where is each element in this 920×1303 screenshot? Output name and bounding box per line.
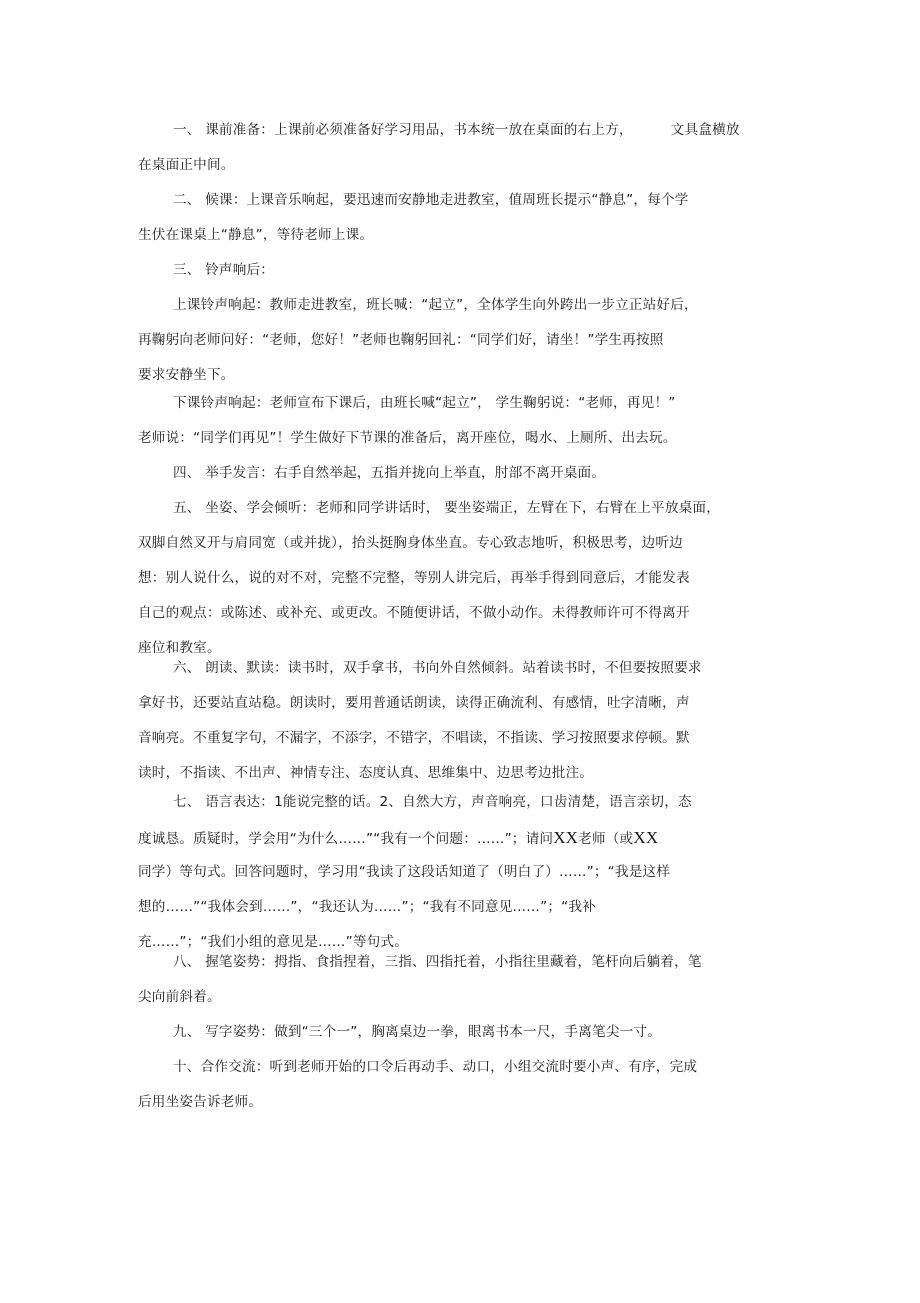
text-line: 生伏在课桌上“静息”，等待老师上课。 (138, 227, 374, 243)
text-line: 拿好书，还要站直站稳。朗读时，要用普通话朗读，读得正确流利、有感情，吐字清晰，声 (138, 695, 690, 711)
text-line: 充……”；“我们小组的意见是……”等句式。 (138, 934, 409, 950)
paragraph-raise-hand (138, 456, 778, 491)
paragraph-sitting-listening (138, 491, 778, 666)
text-line: 九、 写字姿势：做到“三个一”，胸离桌边一拳，眼离书本一尺，手离笔尖一寸。 (173, 1024, 661, 1040)
paragraph-class-end-bell (138, 386, 778, 456)
text-line: 三、 铃声响后： (173, 262, 275, 278)
text-line: 要求安静坐下。 (138, 367, 235, 383)
text-line: 上课铃声响起：教师走进教室，班长喊：“起立”，全体学生向外跨出一步立正站好后， (173, 297, 698, 313)
text-run: XX (633, 828, 659, 847)
text-line: 十、合作交流：听到老师开始的口令后再动手、动口，小组交流时要小声、有序，完成 (173, 1059, 698, 1075)
text-run: 一、 课前准备：上课前必须准备好学习用品，书本统一放在桌面的右上方， (173, 122, 633, 138)
text-run: 老师（或 (578, 831, 634, 847)
text-line: 同学）等句式。回答问题时，学习用“我读了这段话知道了（明白了）……”；“我是这样 (138, 864, 671, 880)
text-line: 六、 朗读、默读：读书时，双手拿书，书向外自然倾斜。站着读书时，不但要按照要求 (173, 660, 702, 676)
paragraph-class-start-bell (138, 288, 778, 393)
text-line: 尖向前斜着。 (138, 989, 221, 1005)
paragraph-cooperation (138, 1050, 778, 1120)
text-line: 五、 坐姿、学会倾听：老师和同学讲话时， 要坐姿端正，左臂在下，右臂在上平放桌面， (173, 500, 720, 516)
paragraph-language-expression (138, 785, 778, 960)
text-line: 下课铃声响起：老师宣布下课后，由班长喊“起立”， 学生鞠躬说：“老师，再见！” (173, 395, 676, 411)
paragraph-pen-grip (138, 945, 778, 1015)
paragraph-reading (138, 651, 778, 791)
text-line (138, 820, 778, 855)
paragraph-waiting-for-class (138, 183, 778, 253)
text-line: 老师说：“同学们再见”！学生做好下节课的准备后，离开座位，喝水、上厕所、出去玩。 (138, 430, 677, 446)
text-line: 八、 握笔姿势：拇指、食指捏着，三指、四指托着，小指往里藏着，笔杆向后躺着，笔 (173, 954, 702, 970)
text-line: 在桌面正中间。 (138, 157, 235, 173)
text-line: 后用坐姿告诉老师。 (138, 1094, 263, 1110)
text-line (138, 113, 778, 148)
text-line: 座位和教室。 (138, 640, 221, 656)
text-line: 音响亮。不重复字句，不漏字，不添字，不错字，不唱读，不指读、学习按照要求停顿。默 (138, 730, 690, 746)
text-run: 度诚恳。质疑时，学会用“为什么……”“我有一个问题：……”；请问 (138, 831, 554, 847)
text-line: 四、 举手发言：右手自然举起，五指并拢向上举直，肘部不离开桌面。 (173, 465, 606, 481)
text-line: 再鞠躬向老师问好：“老师，您好！”老师也鞠躬回礼：“同学们好，请坐！”学生再按照 (138, 332, 664, 348)
text-line: 想：别人说什么，说的对不对，完整不完整，等别人讲完后，再举手得到同意后，才能发表 (138, 570, 690, 586)
text-line: 自己的观点：或陈述、或补充、或更改。不随便讲话，不做小动作。未得教师许可不得离开 (138, 605, 690, 621)
text-line: 七、 语言表达：1能说完整的话。2、自然大方，声音响亮，口齿清楚，语言亲切，态 (173, 794, 692, 810)
text-line: 想的……”“我体会到……”，“我还认为……”；“我有不同意见……”；“我补 (138, 899, 596, 915)
text-line: 二、 候课：上课音乐响起，要迅速而安静地走进教室，值周班长提示“静息”，每个学 (173, 192, 689, 208)
paragraph-class-preparation (138, 113, 778, 183)
text-run: XX (553, 828, 579, 847)
text-line: 读时，不指读、不出声、神情专注、态度认真、思维集中、边思考边批注。 (138, 765, 594, 781)
paragraph-after-bell (138, 253, 778, 288)
text-run: 文具盒横放 (670, 122, 740, 138)
text-line: 双脚自然叉开与肩同宽（或并拢），抬头挺胸身体坐直。专心致志地听，积极思考，边听边 (138, 535, 683, 551)
paragraph-writing-posture (138, 1015, 778, 1050)
